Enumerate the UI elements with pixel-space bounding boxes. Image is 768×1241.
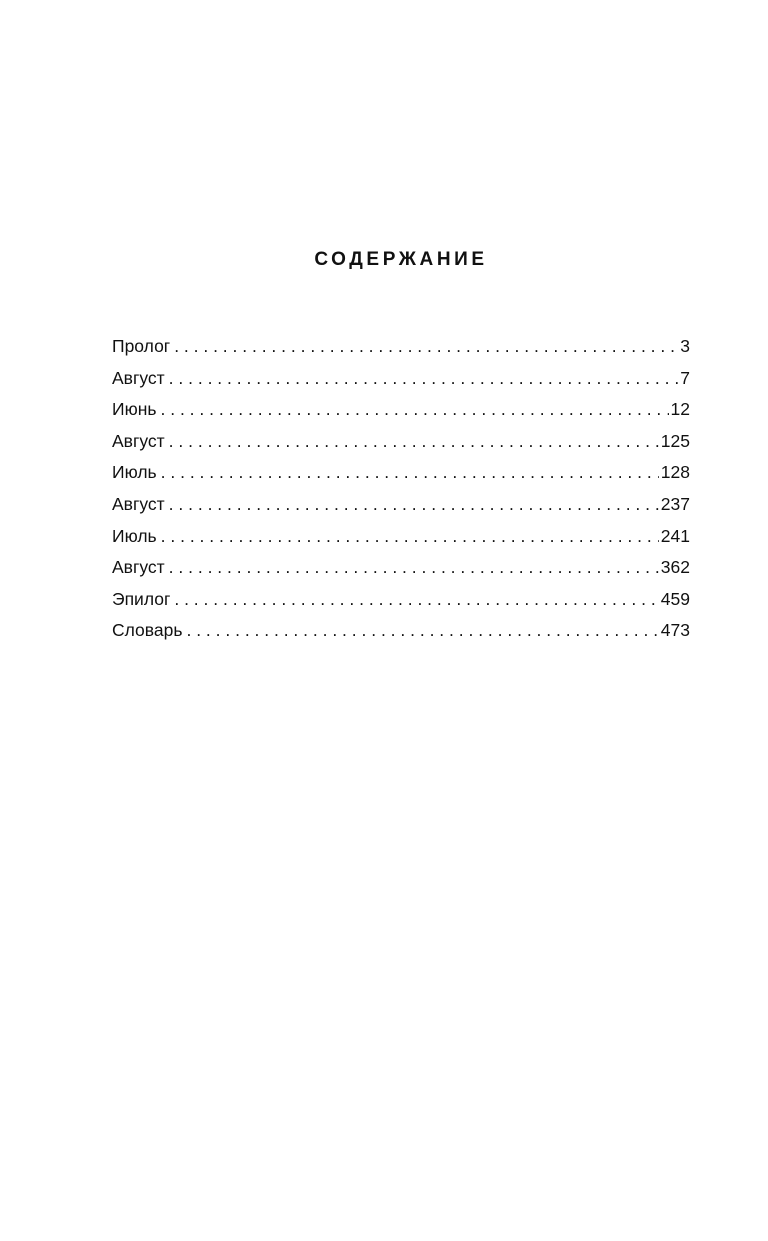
dot-leader xyxy=(174,334,678,358)
toc-entry-page: 7 xyxy=(680,367,690,388)
toc-entry-label: Август xyxy=(112,367,165,388)
toc-entry-label: Август xyxy=(112,430,165,451)
page-title: СОДЕРЖАНИЕ xyxy=(314,249,488,270)
dot-leader xyxy=(169,429,659,453)
toc-entry xyxy=(112,618,690,650)
toc-entry-label: Август xyxy=(112,493,165,514)
toc-entry-page: 237 xyxy=(660,493,690,514)
toc-entry-label: Август xyxy=(112,557,165,578)
toc-entry xyxy=(112,492,690,524)
dot-leader xyxy=(161,524,659,548)
toc-entry xyxy=(112,429,690,461)
dot-leader xyxy=(186,618,658,642)
table-of-contents xyxy=(112,334,690,650)
toc-entry-page: 362 xyxy=(660,557,690,578)
toc-entry-page: 241 xyxy=(660,525,690,546)
toc-entry-label: Июль xyxy=(112,462,157,483)
dot-leader xyxy=(174,587,658,611)
toc-entry-page: 125 xyxy=(660,430,690,451)
toc-entry-label: Эпилог xyxy=(112,588,171,609)
toc-entry-page: 459 xyxy=(660,588,690,609)
dot-leader xyxy=(161,397,669,421)
toc-entry xyxy=(112,366,690,398)
toc-entry xyxy=(112,587,690,619)
toc-entry-label: Словарь xyxy=(112,620,183,641)
toc-entry-page: 128 xyxy=(660,462,690,483)
toc-entry-label: Пролог xyxy=(112,336,171,356)
toc-entry-page: 473 xyxy=(660,620,690,641)
toc-entry xyxy=(112,460,690,492)
toc-entry xyxy=(112,334,690,366)
toc-entry-label: Июль xyxy=(112,525,157,546)
toc-entry-label: Июнь xyxy=(112,399,157,420)
dot-leader xyxy=(169,492,659,516)
toc-entry-page: 3 xyxy=(680,336,690,356)
toc-entry xyxy=(112,397,690,429)
toc-entry xyxy=(112,555,690,587)
dot-leader xyxy=(169,555,659,579)
toc-entry-page: 12 xyxy=(670,399,690,420)
dot-leader xyxy=(161,460,659,484)
dot-leader xyxy=(169,366,679,390)
toc-entry xyxy=(112,524,690,556)
